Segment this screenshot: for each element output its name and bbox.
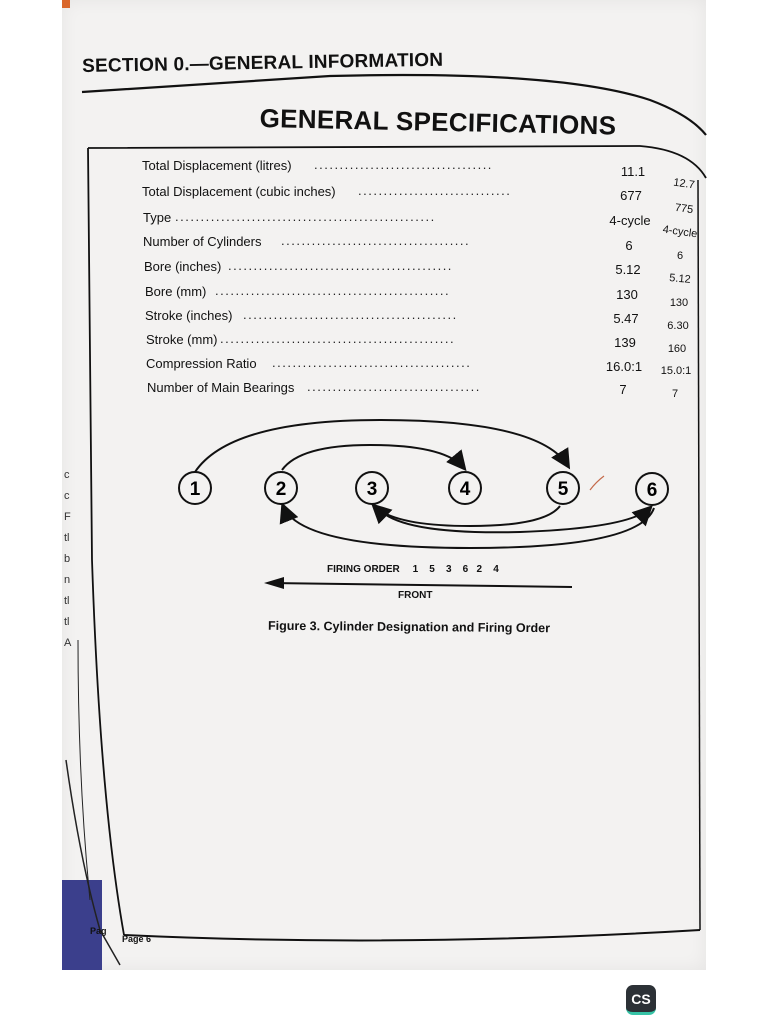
leader-dots: ..............................	[358, 183, 512, 198]
spec-value-alt: 6.30	[667, 320, 689, 332]
firing-order-step: 4	[493, 564, 499, 575]
leader-dots: ...................................................	[175, 209, 436, 224]
firing-order-step: 6	[462, 564, 469, 575]
leader-dots: .....................................	[281, 233, 471, 248]
page-title: GENERAL SPECIFICATIONS	[259, 103, 617, 141]
spec-value: 139	[614, 335, 636, 350]
section-title: SECTION 0.—GENERAL INFORMATION	[82, 49, 444, 77]
spec-label: Bore (mm)	[145, 284, 207, 299]
spec-value: 4-cycle	[609, 213, 651, 228]
leader-dots: ..................................	[307, 379, 481, 394]
front-label: FRONT	[398, 590, 433, 601]
spec-label: Compression Ratio	[146, 356, 257, 371]
cylinder-label: 1	[189, 479, 201, 500]
figure-caption: Figure 3. Cylinder Designation and Firing Order	[267, 618, 551, 636]
leader-dots: ..............................................	[220, 331, 456, 346]
spec-value-alt: 15.0:1	[660, 365, 692, 377]
spec-value-alt: 12.7	[672, 176, 696, 192]
firing-order-step: 1	[412, 564, 419, 575]
spec-value: 677	[620, 188, 642, 203]
firing-order-step: 3	[445, 564, 452, 575]
spec-label: Stroke (mm)	[146, 332, 218, 347]
firing-order-step: 2	[476, 564, 483, 575]
leader-dots: ............................................	[228, 258, 453, 273]
spec-value-alt: 160	[667, 343, 687, 355]
camscanner-logo: CS	[626, 985, 656, 1015]
spec-value: 11.1	[620, 164, 646, 179]
leader-dots: .......................................	[272, 355, 472, 370]
spec-value-alt: 130	[669, 297, 689, 309]
spec-value-alt: 5.12	[668, 272, 692, 286]
spec-value: 16.0:1	[605, 359, 643, 374]
spec-value: 5.12	[615, 262, 641, 277]
leader-dots: ...................................	[314, 157, 493, 172]
spec-value: 7	[619, 382, 627, 397]
spec-label: Stroke (inches)	[145, 308, 233, 323]
cylinder-label: 2	[275, 479, 287, 500]
page-number-cut: Pag	[90, 926, 107, 936]
cylinder-label: 3	[366, 479, 378, 500]
spec-label: Type	[143, 210, 172, 225]
spec-value: 130	[616, 287, 638, 302]
page-number: Page 6	[122, 934, 152, 944]
cylinder-label: 5	[557, 479, 569, 500]
front-arrowhead	[264, 577, 284, 589]
leader-dots: ..............................................	[215, 283, 451, 298]
spec-value-alt: 6	[676, 250, 684, 262]
spec-label: Total Displacement (cubic inches)	[142, 184, 336, 199]
spec-value-alt: 7	[671, 388, 679, 400]
firing-order-label: FIRING ORDER 1 5 3 6 2 4	[327, 564, 499, 575]
spec-label: Number of Cylinders	[143, 234, 262, 249]
spec-label: Total Displacement (litres)	[142, 158, 292, 173]
cylinder-label: 4	[459, 479, 471, 500]
spec-label: Number of Main Bearings	[147, 380, 295, 395]
spec-value: 6	[625, 238, 633, 253]
spec-label: Bore (inches)	[144, 259, 222, 274]
spec-value-alt: 775	[674, 201, 694, 217]
leader-dots: ..........................................	[243, 307, 458, 322]
spec-value-alt: 4-cycle	[661, 223, 699, 241]
front-arrow-line	[270, 583, 572, 587]
cylinder-label: 6	[646, 480, 658, 501]
firing-order-step: 5	[429, 564, 435, 575]
underlying-page-text: c c F tl b n tl tl A	[64, 469, 72, 649]
spec-value: 5.47	[613, 311, 639, 326]
